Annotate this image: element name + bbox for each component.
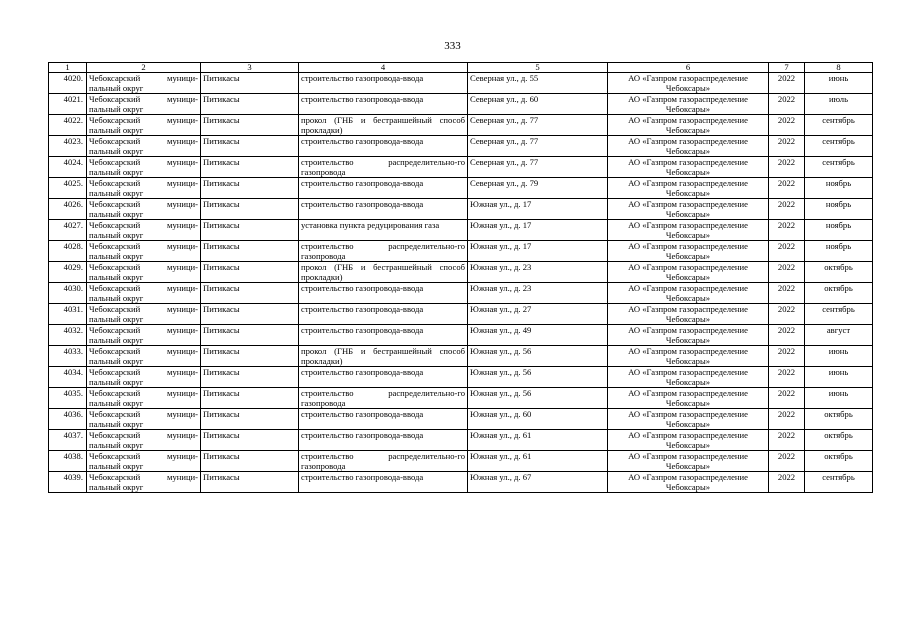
work-type-cell: строительство газопровода-ввода — [299, 199, 468, 220]
table-row — [49, 178, 873, 199]
year-cell: 2022 — [769, 409, 805, 430]
row-number: 4025. — [49, 178, 87, 199]
address-cell: Северная ул., д. 60 — [468, 94, 608, 115]
organization-cell: АО «Газпром газораспределение Чебоксары» — [608, 346, 769, 367]
month-cell: сентябрь — [805, 136, 873, 157]
row-number: 4032. — [49, 325, 87, 346]
column-header: 8 — [805, 63, 873, 73]
settlement-cell: Питикасы — [201, 73, 299, 94]
year-cell: 2022 — [769, 472, 805, 493]
column-header: 5 — [468, 63, 608, 73]
month-cell: сентябрь — [805, 472, 873, 493]
year-cell: 2022 — [769, 136, 805, 157]
settlement-cell: Питикасы — [201, 346, 299, 367]
table-row — [49, 220, 873, 241]
year-cell: 2022 — [769, 367, 805, 388]
work-type-cell: прокол (ГНБ и бестраншейный способ прокладки) — [299, 262, 468, 283]
column-header: 4 — [299, 63, 468, 73]
address-cell: Южная ул., д. 49 — [468, 325, 608, 346]
year-cell: 2022 — [769, 220, 805, 241]
month-cell: сентябрь — [805, 304, 873, 325]
table-row — [49, 157, 873, 178]
work-type-cell: строительство газопровода-ввода — [299, 283, 468, 304]
year-cell: 2022 — [769, 94, 805, 115]
district-cell: Чебоксарский муници-пальный округ — [87, 304, 201, 325]
table-row — [49, 283, 873, 304]
settlement-cell: Питикасы — [201, 304, 299, 325]
month-cell: октябрь — [805, 451, 873, 472]
work-type-cell: строительство распределительно-го газопровода — [299, 388, 468, 409]
column-header: 1 — [49, 63, 87, 73]
row-number: 4028. — [49, 241, 87, 262]
table-row — [49, 199, 873, 220]
address-cell: Южная ул., д. 27 — [468, 304, 608, 325]
work-type-cell: строительство газопровода-ввода — [299, 472, 468, 493]
settlement-cell: Питикасы — [201, 409, 299, 430]
gas-works-table — [48, 62, 873, 493]
district-cell: Чебоксарский муници-пальный округ — [87, 241, 201, 262]
district-cell: Чебоксарский муници-пальный округ — [87, 367, 201, 388]
table-row — [49, 325, 873, 346]
year-cell: 2022 — [769, 325, 805, 346]
work-type-cell: строительство газопровода-ввода — [299, 367, 468, 388]
organization-cell: АО «Газпром газораспределение Чебоксары» — [608, 157, 769, 178]
month-cell: сентябрь — [805, 115, 873, 136]
address-cell: Южная ул., д. 23 — [468, 283, 608, 304]
settlement-cell: Питикасы — [201, 241, 299, 262]
work-type-cell: строительство газопровода-ввода — [299, 94, 468, 115]
settlement-cell: Питикасы — [201, 94, 299, 115]
address-cell: Южная ул., д. 23 — [468, 262, 608, 283]
address-cell: Южная ул., д. 17 — [468, 199, 608, 220]
year-cell: 2022 — [769, 73, 805, 94]
table-row — [49, 262, 873, 283]
address-cell: Северная ул., д. 77 — [468, 157, 608, 178]
settlement-cell: Питикасы — [201, 283, 299, 304]
work-type-cell: строительство распределительно-го газопровода — [299, 241, 468, 262]
table-row — [49, 346, 873, 367]
column-header: 3 — [201, 63, 299, 73]
organization-cell: АО «Газпром газораспределение Чебоксары» — [608, 430, 769, 451]
organization-cell: АО «Газпром газораспределение Чебоксары» — [608, 472, 769, 493]
district-cell: Чебоксарский муници-пальный округ — [87, 73, 201, 94]
month-cell: сентябрь — [805, 157, 873, 178]
address-cell: Южная ул., д. 56 — [468, 388, 608, 409]
settlement-cell: Питикасы — [201, 157, 299, 178]
address-cell: Южная ул., д. 67 — [468, 472, 608, 493]
settlement-cell: Питикасы — [201, 178, 299, 199]
row-number: 4029. — [49, 262, 87, 283]
row-number: 4023. — [49, 136, 87, 157]
address-cell: Южная ул., д. 17 — [468, 220, 608, 241]
organization-cell: АО «Газпром газораспределение Чебоксары» — [608, 367, 769, 388]
work-type-cell: прокол (ГНБ и бестраншейный способ прокладки) — [299, 115, 468, 136]
work-type-cell: строительство распределительно-го газопровода — [299, 451, 468, 472]
table-row — [49, 409, 873, 430]
district-cell: Чебоксарский муници-пальный округ — [87, 388, 201, 409]
address-cell: Южная ул., д. 17 — [468, 241, 608, 262]
settlement-cell: Питикасы — [201, 367, 299, 388]
row-number: 4039. — [49, 472, 87, 493]
column-header: 2 — [87, 63, 201, 73]
row-number: 4020. — [49, 73, 87, 94]
table-row — [49, 388, 873, 409]
table-row — [49, 115, 873, 136]
district-cell: Чебоксарский муници-пальный округ — [87, 115, 201, 136]
year-cell: 2022 — [769, 157, 805, 178]
table-row — [49, 472, 873, 493]
organization-cell: АО «Газпром газораспределение Чебоксары» — [608, 73, 769, 94]
month-cell: октябрь — [805, 262, 873, 283]
row-number: 4024. — [49, 157, 87, 178]
organization-cell: АО «Газпром газораспределение Чебоксары» — [608, 241, 769, 262]
district-cell: Чебоксарский муници-пальный округ — [87, 346, 201, 367]
district-cell: Чебоксарский муници-пальный округ — [87, 199, 201, 220]
settlement-cell: Питикасы — [201, 472, 299, 493]
work-type-cell: прокол (ГНБ и бестраншейный способ прокладки) — [299, 346, 468, 367]
address-cell: Северная ул., д. 77 — [468, 115, 608, 136]
organization-cell: АО «Газпром газораспределение Чебоксары» — [608, 409, 769, 430]
work-type-cell: строительство газопровода-ввода — [299, 73, 468, 94]
address-cell: Южная ул., д. 61 — [468, 430, 608, 451]
work-type-cell: установка пункта редуцирования газа — [299, 220, 468, 241]
month-cell: август — [805, 325, 873, 346]
month-cell: ноябрь — [805, 220, 873, 241]
column-header: 7 — [769, 63, 805, 73]
table-row — [49, 241, 873, 262]
settlement-cell: Питикасы — [201, 388, 299, 409]
year-cell: 2022 — [769, 262, 805, 283]
district-cell: Чебоксарский муници-пальный округ — [87, 94, 201, 115]
work-type-cell: строительство газопровода-ввода — [299, 304, 468, 325]
settlement-cell: Питикасы — [201, 199, 299, 220]
address-cell: Северная ул., д. 55 — [468, 73, 608, 94]
row-number: 4036. — [49, 409, 87, 430]
row-number: 4027. — [49, 220, 87, 241]
settlement-cell: Питикасы — [201, 430, 299, 451]
district-cell: Чебоксарский муници-пальный округ — [87, 472, 201, 493]
work-type-cell: строительство газопровода-ввода — [299, 136, 468, 157]
settlement-cell: Питикасы — [201, 262, 299, 283]
settlement-cell: Питикасы — [201, 220, 299, 241]
organization-cell: АО «Газпром газораспределение Чебоксары» — [608, 325, 769, 346]
year-cell: 2022 — [769, 178, 805, 199]
row-number: 4031. — [49, 304, 87, 325]
row-number: 4037. — [49, 430, 87, 451]
organization-cell: АО «Газпром газораспределение Чебоксары» — [608, 262, 769, 283]
table-row — [49, 304, 873, 325]
address-cell: Южная ул., д. 56 — [468, 367, 608, 388]
table-row — [49, 451, 873, 472]
settlement-cell: Питикасы — [201, 115, 299, 136]
table-body — [49, 73, 873, 493]
district-cell: Чебоксарский муници-пальный округ — [87, 157, 201, 178]
month-cell: ноябрь — [805, 178, 873, 199]
row-number: 4038. — [49, 451, 87, 472]
table-row — [49, 430, 873, 451]
month-cell: октябрь — [805, 430, 873, 451]
address-cell: Южная ул., д. 61 — [468, 451, 608, 472]
month-cell: октябрь — [805, 409, 873, 430]
district-cell: Чебоксарский муници-пальный округ — [87, 409, 201, 430]
work-type-cell: строительство газопровода-ввода — [299, 409, 468, 430]
organization-cell: АО «Газпром газораспределение Чебоксары» — [608, 304, 769, 325]
year-cell: 2022 — [769, 451, 805, 472]
row-number: 4021. — [49, 94, 87, 115]
organization-cell: АО «Газпром газораспределение Чебоксары» — [608, 136, 769, 157]
address-cell: Северная ул., д. 77 — [468, 136, 608, 157]
row-number: 4033. — [49, 346, 87, 367]
table-row — [49, 136, 873, 157]
month-cell: ноябрь — [805, 241, 873, 262]
district-cell: Чебоксарский муници-пальный округ — [87, 283, 201, 304]
district-cell: Чебоксарский муници-пальный округ — [87, 325, 201, 346]
district-cell: Чебоксарский муници-пальный округ — [87, 262, 201, 283]
year-cell: 2022 — [769, 388, 805, 409]
address-cell: Южная ул., д. 56 — [468, 346, 608, 367]
organization-cell: АО «Газпром газораспределение Чебоксары» — [608, 199, 769, 220]
month-cell: июнь — [805, 388, 873, 409]
district-cell: Чебоксарский муници-пальный округ — [87, 136, 201, 157]
district-cell: Чебоксарский муници-пальный округ — [87, 430, 201, 451]
organization-cell: АО «Газпром газораспределение Чебоксары» — [608, 283, 769, 304]
address-cell: Южная ул., д. 60 — [468, 409, 608, 430]
row-number: 4026. — [49, 199, 87, 220]
row-number: 4035. — [49, 388, 87, 409]
table-row — [49, 94, 873, 115]
year-cell: 2022 — [769, 304, 805, 325]
page-number: 333 — [444, 40, 461, 52]
organization-cell: АО «Газпром газораспределение Чебоксары» — [608, 115, 769, 136]
organization-cell: АО «Газпром газораспределение Чебоксары» — [608, 178, 769, 199]
work-type-cell: строительство распределительно-го газопровода — [299, 157, 468, 178]
organization-cell: АО «Газпром газораспределение Чебоксары» — [608, 388, 769, 409]
district-cell: Чебоксарский муници-пальный округ — [87, 220, 201, 241]
settlement-cell: Питикасы — [201, 325, 299, 346]
settlement-cell: Питикасы — [201, 451, 299, 472]
table-row — [49, 73, 873, 94]
row-number: 4022. — [49, 115, 87, 136]
organization-cell: АО «Газпром газораспределение Чебоксары» — [608, 94, 769, 115]
month-cell: июнь — [805, 73, 873, 94]
year-cell: 2022 — [769, 199, 805, 220]
table-row — [49, 367, 873, 388]
district-cell: Чебоксарский муници-пальный округ — [87, 451, 201, 472]
work-type-cell: строительство газопровода-ввода — [299, 325, 468, 346]
year-cell: 2022 — [769, 241, 805, 262]
year-cell: 2022 — [769, 283, 805, 304]
row-number: 4034. — [49, 367, 87, 388]
district-cell: Чебоксарский муници-пальный округ — [87, 178, 201, 199]
year-cell: 2022 — [769, 430, 805, 451]
month-cell: июнь — [805, 367, 873, 388]
column-header: 6 — [608, 63, 769, 73]
organization-cell: АО «Газпром газораспределение Чебоксары» — [608, 220, 769, 241]
settlement-cell: Питикасы — [201, 136, 299, 157]
work-type-cell: строительство газопровода-ввода — [299, 178, 468, 199]
address-cell: Северная ул., д. 79 — [468, 178, 608, 199]
row-number: 4030. — [49, 283, 87, 304]
month-cell: ноябрь — [805, 199, 873, 220]
organization-cell: АО «Газпром газораспределение Чебоксары» — [608, 451, 769, 472]
year-cell: 2022 — [769, 346, 805, 367]
year-cell: 2022 — [769, 115, 805, 136]
month-cell: июнь — [805, 346, 873, 367]
month-cell: октябрь — [805, 283, 873, 304]
month-cell: июль — [805, 94, 873, 115]
work-type-cell: строительство газопровода-ввода — [299, 430, 468, 451]
column-number-header-row — [49, 63, 873, 73]
